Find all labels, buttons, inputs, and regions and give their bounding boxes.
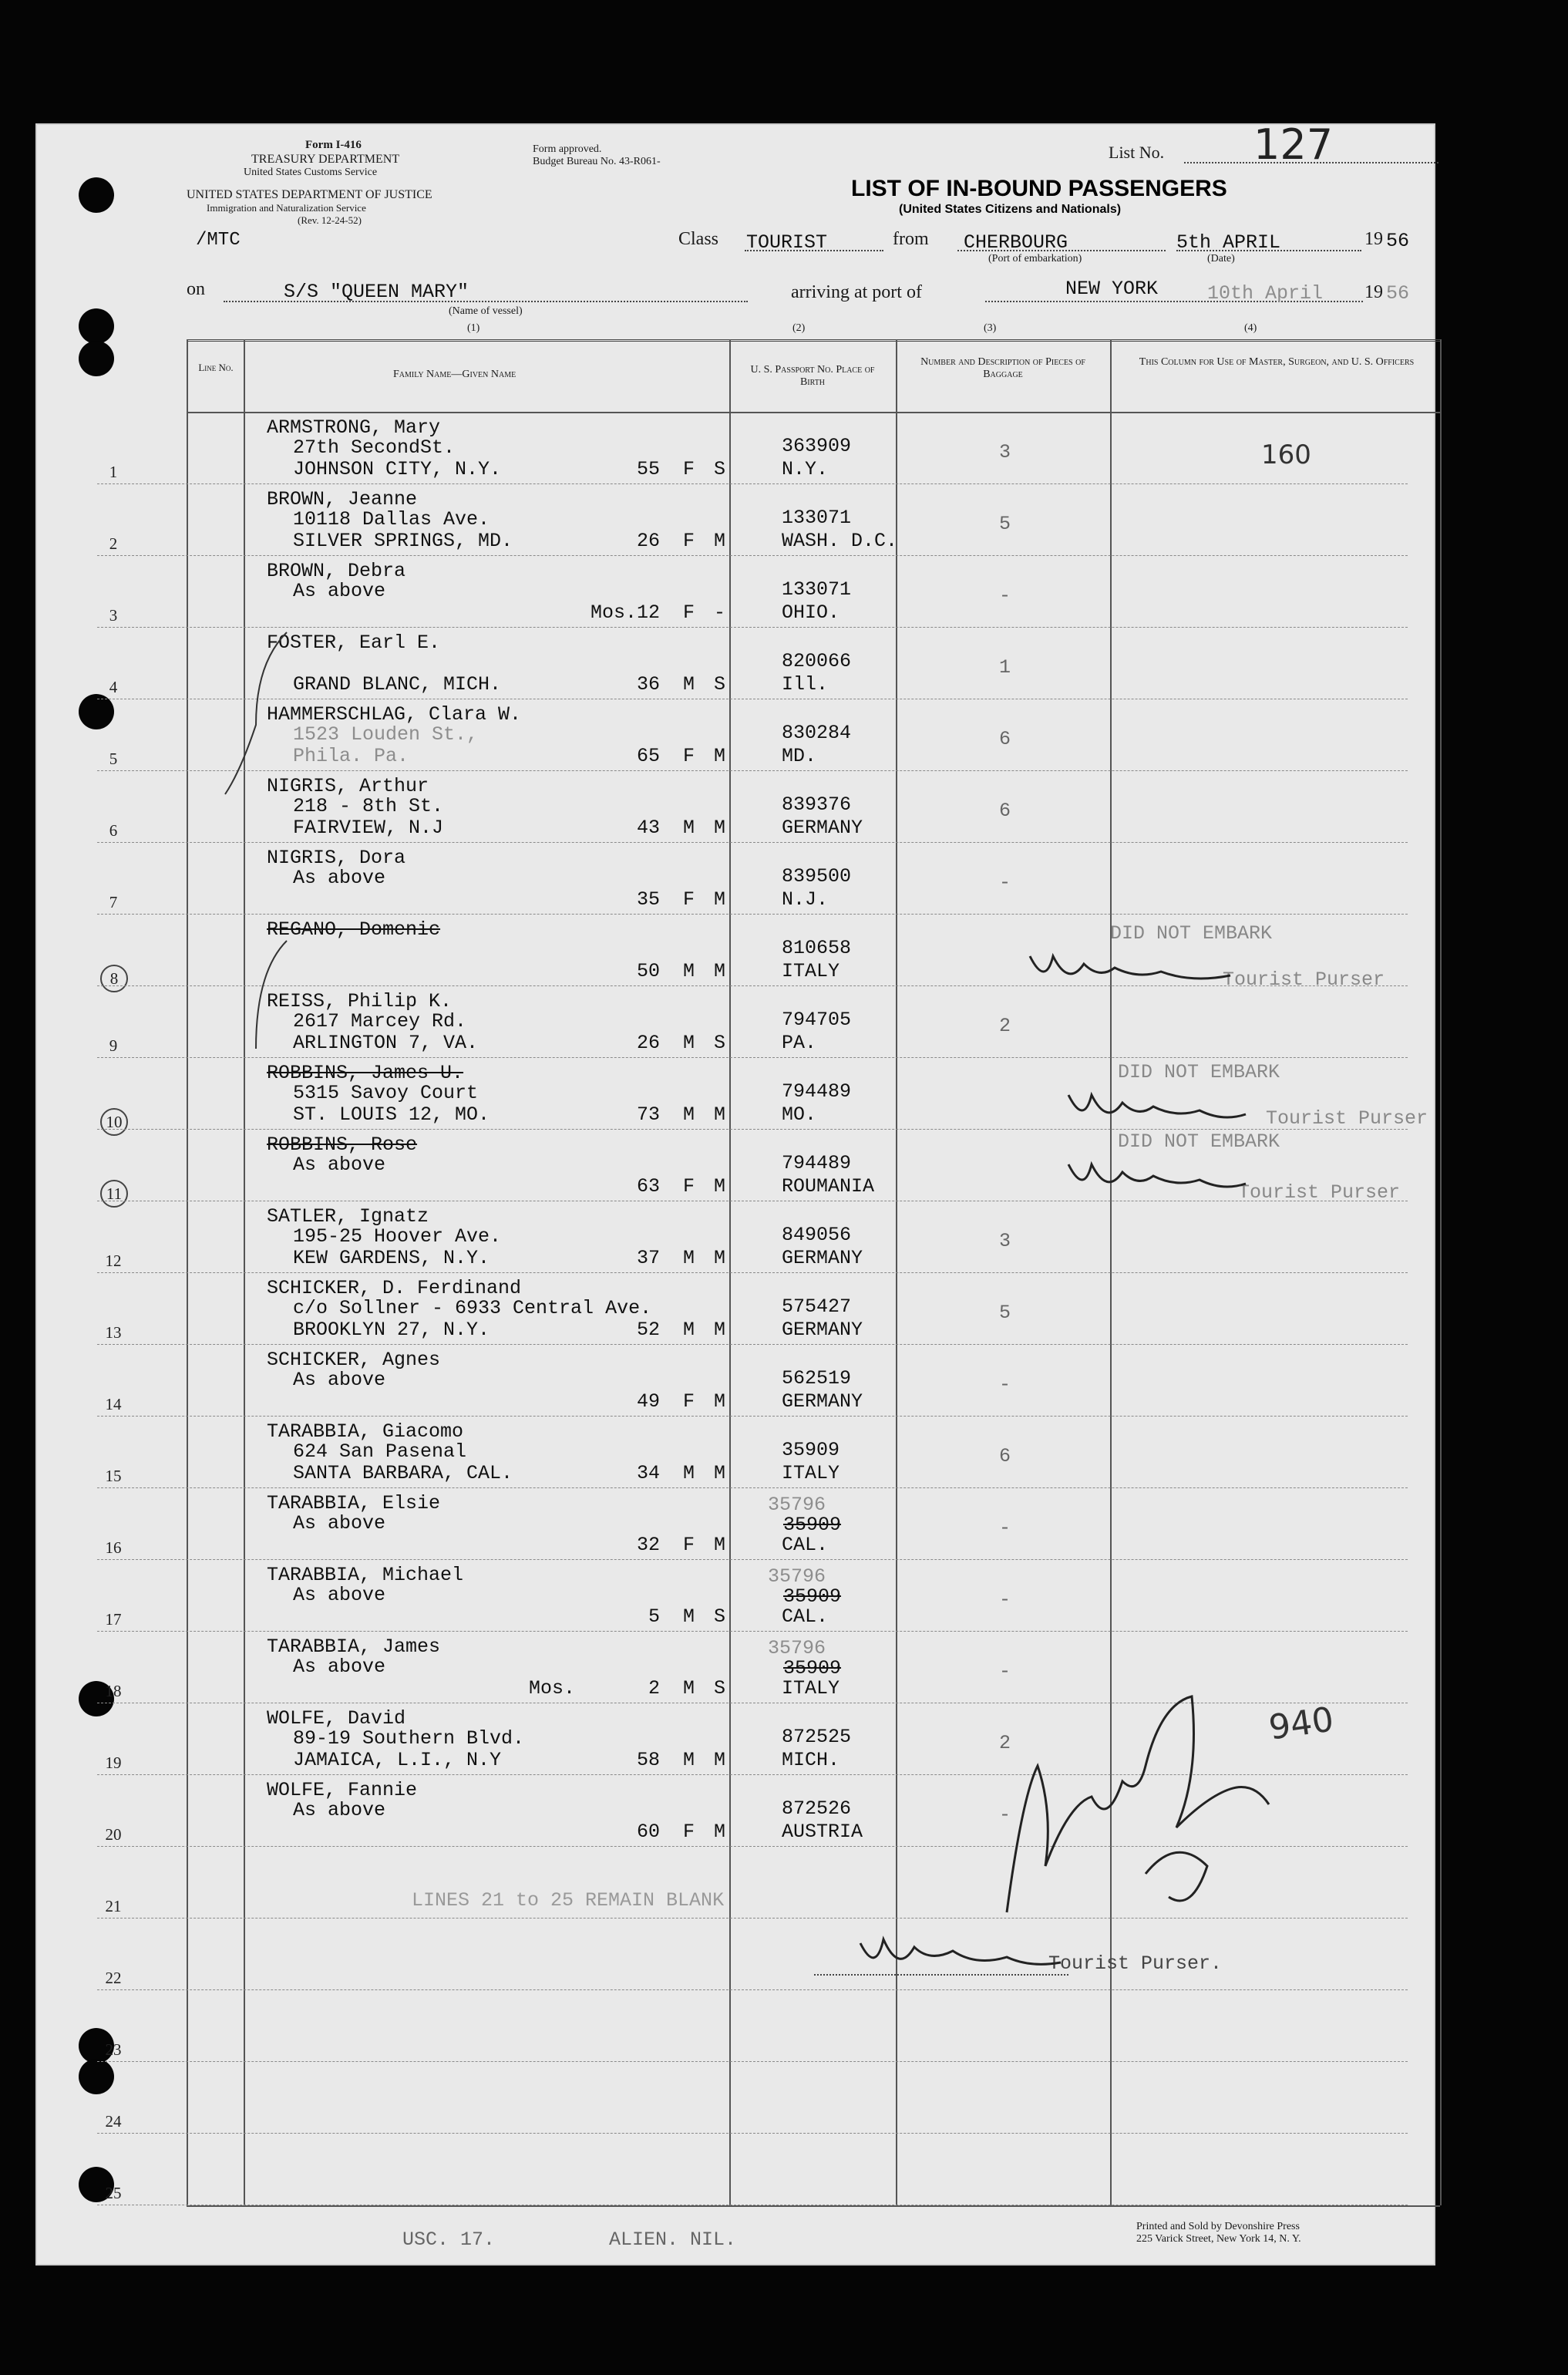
address-line-1: As above (293, 1154, 386, 1176)
age: 49 (636, 1390, 660, 1413)
line-number: 16 (105, 1538, 122, 1557)
passenger-name: ROBBINS, Rose (267, 1134, 418, 1156)
baggage-count: 3 (999, 1230, 1011, 1252)
address-line-1: As above (293, 1799, 386, 1821)
line-number: 1 (109, 463, 118, 481)
age: 26 (636, 530, 660, 552)
manifest-sheet (35, 120, 1435, 2266)
address-line-1: As above (293, 1369, 386, 1391)
address-line-1: As above (293, 1512, 386, 1534)
passenger-name: TARABBIA, Elsie (267, 1492, 441, 1514)
address-line-2: ST. LOUIS 12, MO. (293, 1103, 490, 1126)
age: 43 (636, 817, 660, 839)
sex: M (683, 960, 695, 982)
address-line-2: JAMAICA, L.I., N.Y (293, 1749, 502, 1771)
address-line-1: As above (293, 1656, 386, 1678)
age: Mos.12 (590, 601, 660, 624)
col-num: (1) (467, 322, 480, 334)
passenger-name: TARABBIA, Giacomo (267, 1420, 464, 1443)
marital-status: M (714, 1319, 726, 1341)
col-header-name: Family Name—Given Name (393, 369, 516, 380)
marital-status: S (714, 1605, 726, 1628)
purser-signature-label: Tourist Purser. (1048, 1952, 1223, 1975)
sex: M (683, 1247, 695, 1269)
list-no-value: 127 (1253, 120, 1334, 169)
marital-status: M (714, 530, 726, 552)
address-line-2: ARLINGTON 7, VA. (293, 1032, 479, 1054)
binder-hole (79, 341, 114, 376)
line-number: 10 (100, 1108, 128, 1136)
page-subtitle: (United States Citizens and Nationals) (899, 203, 1122, 216)
passport-correction: 35796 (768, 1565, 826, 1588)
purser-signature (853, 1920, 1068, 1982)
line-number: 15 (105, 1467, 122, 1485)
passenger-name: ROBBINS, James U. (267, 1062, 464, 1084)
passenger-name: REISS, Philip K. (267, 990, 453, 1012)
line-number: 19 (105, 1753, 122, 1772)
baggage-count: 2 (999, 1732, 1011, 1754)
sex: M (683, 817, 695, 839)
address-line-1: c/o Sollner - 6933 Central Ave. (293, 1297, 652, 1319)
place-of-birth: GERMANY (782, 817, 863, 839)
binder-hole (79, 177, 114, 213)
passport-number: 872525 (782, 1726, 852, 1748)
ins-label: Immigration and Naturalization Service (207, 202, 366, 214)
age: 50 (636, 960, 660, 982)
address-line-1: 89-19 Southern Blvd. (293, 1727, 525, 1750)
page-title: LIST OF IN-BOUND PASSENGERS (851, 176, 1227, 201)
address-line-2: BROOKLYN 27, N.Y. (293, 1319, 490, 1341)
form-number: Form I-416 (305, 139, 362, 151)
passenger-name: SCHICKER, D. Ferdinand (267, 1277, 522, 1299)
passenger-name: REGANO, Domenic (267, 918, 441, 941)
purser-stamp: Tourist Purser (1238, 1181, 1401, 1204)
marital-status: M (714, 1103, 726, 1126)
on-label: on (187, 279, 205, 299)
marital-status: M (714, 745, 726, 767)
col-header-passport: U. S. Passport No. Place of Birth (750, 364, 875, 388)
arriving-label: arriving at port of (791, 282, 922, 302)
printer-label: Printed and Sold by Devonshire Press (1136, 2221, 1300, 2232)
line-number: 8 (100, 965, 128, 992)
year-prefix: 19 (1364, 229, 1383, 249)
sex: M (683, 1462, 695, 1484)
col-header-baggage: Number and Description of Pieces of Baggage (920, 356, 1085, 380)
baggage-count: 5 (999, 513, 1011, 535)
passenger-name: HAMMERSCHLAG, Clara W. (267, 703, 522, 726)
passport-number: 575427 (782, 1295, 852, 1318)
age: 37 (636, 1247, 660, 1269)
place-of-birth: GERMANY (782, 1247, 863, 1269)
address-line-2: Phila. Pa. (293, 745, 409, 767)
place-of-birth: ITALY (782, 1677, 840, 1700)
vessel-caption: (Name of vessel) (449, 305, 523, 317)
baggage-count: 1 (999, 656, 1011, 679)
passport-number: 794489 (782, 1152, 852, 1174)
col-num: (4) (1244, 322, 1257, 334)
did-not-embark-stamp: DID NOT EMBARK (1118, 1061, 1280, 1083)
line-number: 9 (109, 1036, 118, 1055)
place-of-birth: N.Y. (782, 458, 829, 480)
address-line-1: As above (293, 867, 386, 889)
passport-correction: 35796 (768, 1637, 826, 1659)
place-of-birth: ROUMANIA (782, 1175, 875, 1198)
age: 55 (636, 458, 660, 480)
marital-status: S (714, 673, 726, 696)
line-number: 25 (105, 2184, 122, 2202)
place-of-birth: GERMANY (782, 1319, 863, 1341)
binder-hole (79, 2059, 114, 2094)
line-number: 18 (105, 1682, 122, 1700)
place-of-birth: PA. (782, 1032, 817, 1054)
line-number: 14 (105, 1395, 122, 1413)
passport-number: 35909 (783, 1657, 842, 1679)
baggage-count: - (999, 1517, 1011, 1539)
age: 32 (636, 1534, 660, 1556)
purser-signature (1061, 1080, 1253, 1134)
marital-status: S (714, 1677, 726, 1700)
passport-number: 839500 (782, 865, 852, 888)
address-line-1: 1523 Louden St., (293, 723, 479, 746)
address-line-2: SILVER SPRINGS, MD. (293, 530, 513, 552)
line-number: 22 (105, 1969, 122, 1987)
passenger-name: NIGRIS, Arthur (267, 775, 429, 797)
passport-number: 849056 (782, 1224, 852, 1246)
age: 26 (636, 1032, 660, 1054)
passport-number: 794489 (782, 1080, 852, 1103)
sex: M (683, 1103, 695, 1126)
budget-bureau: Budget Bureau No. 43-R061- (533, 156, 661, 167)
passport-number: 830284 (782, 722, 852, 744)
address-line-1: As above (293, 1584, 386, 1606)
sex: F (683, 1390, 695, 1413)
passport-number: 35909 (783, 1585, 842, 1608)
address-line-1: 2617 Marcey Rd. (293, 1010, 467, 1033)
place-of-birth: OHIO. (782, 601, 840, 624)
form-approved: Form approved. (533, 143, 602, 155)
marital-status: M (714, 1247, 726, 1269)
passenger-name: BROWN, Debra (267, 560, 406, 582)
line-number: 24 (105, 2112, 122, 2131)
passenger-name: FOSTER, Earl E. (267, 632, 441, 654)
address-line-1: 27th SecondSt. (293, 436, 456, 459)
address-line-1: 624 San Pasenal (293, 1440, 467, 1463)
sex: F (683, 1534, 695, 1556)
baggage-count: 3 (999, 441, 1011, 463)
line-number: 5 (109, 750, 118, 768)
passport-number: 872526 (782, 1797, 852, 1820)
line-number: 4 (109, 678, 118, 696)
sex: M (683, 1605, 695, 1628)
passport-number: 562519 (782, 1367, 852, 1390)
place-of-birth: AUSTRIA (782, 1821, 863, 1843)
age: 5 (648, 1605, 660, 1628)
marital-status: M (714, 1749, 726, 1771)
inspector-signature (961, 1681, 1307, 1928)
passenger-name: BROWN, Jeanne (267, 488, 418, 510)
vessel-name: S/S "QUEEN MARY" (284, 281, 469, 303)
revision-label: (Rev. 12-24-52) (298, 214, 362, 226)
footer-usc: USC. 17. (402, 2228, 496, 2251)
place-of-birth: ITALY (782, 960, 840, 982)
address-line-1: 5315 Savoy Court (293, 1082, 479, 1104)
age: 73 (636, 1103, 660, 1126)
baggage-count: 6 (999, 1445, 1011, 1467)
place-of-birth: CAL. (782, 1605, 829, 1628)
age: 60 (636, 1821, 660, 1843)
col-header-officers: This Column for Use of Master, Surgeon, and U. S. Officers (1139, 356, 1415, 368)
officer-note: 160 (1261, 440, 1311, 470)
treasury-label: TREASURY DEPARTMENT (251, 153, 400, 166)
marital-status: S (714, 458, 726, 480)
marital-status: M (714, 1821, 726, 1843)
passenger-name: SCHICKER, Agnes (267, 1349, 441, 1371)
marital-status: S (714, 1032, 726, 1054)
passport-number: 35909 (782, 1439, 840, 1461)
col-num: (3) (984, 322, 997, 334)
marital-status: M (714, 960, 726, 982)
justice-label: UNITED STATES DEPARTMENT OF JUSTICE (187, 188, 432, 201)
customs-label: United States Customs Service (244, 167, 378, 178)
address-line-2: FAIRVIEW, N.J (293, 817, 444, 839)
place-of-birth: GERMANY (782, 1390, 863, 1413)
line-number: 2 (109, 534, 118, 553)
passport-correction: 35796 (768, 1494, 826, 1516)
passenger-name: WOLFE, David (267, 1707, 406, 1730)
embark-date: 5th APRIL (1176, 231, 1281, 254)
sex: M (683, 1677, 695, 1700)
passport-number: 363909 (782, 435, 852, 457)
margin-bracket (210, 617, 310, 1056)
passenger-name: NIGRIS, Dora (267, 847, 406, 869)
place-of-birth: Ill. (782, 673, 829, 696)
address-line-2: KEW GARDENS, N.Y. (293, 1247, 490, 1269)
address-line-1: As above (293, 580, 386, 602)
age: 58 (636, 1749, 660, 1771)
baggage-count: 2 (999, 1015, 1011, 1037)
place-of-birth: MICH. (782, 1749, 840, 1771)
purser-signature (1022, 941, 1246, 995)
place-of-birth: N.J. (782, 888, 829, 911)
class-label: Class (678, 229, 719, 249)
address-line-2: JOHNSON CITY, N.Y. (293, 458, 502, 480)
baggage-count: 6 (999, 800, 1011, 822)
sex: F (683, 458, 695, 480)
passport-number: 810658 (782, 937, 852, 959)
marital-status: M (714, 817, 726, 839)
age: 2 (648, 1677, 660, 1700)
baggage-count: - (999, 1660, 1011, 1683)
passenger-name: SATLER, Ignatz (267, 1205, 429, 1228)
arrival-year-prefix: 19 (1364, 282, 1383, 302)
baggage-count: - (999, 1804, 1011, 1826)
sex: M (683, 1032, 695, 1054)
list-no-label: List No. (1109, 143, 1165, 162)
marital-status: M (714, 1462, 726, 1484)
sex: M (683, 673, 695, 696)
remain-blank-stamp: LINES 21 to 25 REMAIN BLANK (412, 1889, 725, 1912)
arrival-date: 10th April (1207, 282, 1324, 305)
line-number: 11 (100, 1180, 128, 1208)
marital-status: M (714, 888, 726, 911)
place-of-birth: CAL. (782, 1534, 829, 1556)
sex: F (683, 530, 695, 552)
address-line-1: 10118 Dallas Ave. (293, 508, 490, 531)
from-label: from (893, 229, 929, 249)
year-value: 56 (1386, 230, 1410, 252)
passport-number: 133071 (782, 507, 852, 529)
arrival-year: 56 (1386, 282, 1410, 305)
address-line-1: 218 - 8th St. (293, 795, 444, 817)
sex: M (683, 1319, 695, 1341)
line-number: 7 (109, 893, 118, 911)
age-prefix: Mos. (529, 1677, 576, 1700)
age: 34 (636, 1462, 660, 1484)
embarkation-port: CHERBOURG (964, 231, 1068, 254)
sex: F (683, 745, 695, 767)
line-number: 13 (105, 1323, 122, 1342)
passenger-name: TARABBIA, James (267, 1636, 441, 1658)
line-number: 17 (105, 1610, 122, 1629)
col-header-line: Line No. (198, 362, 234, 373)
passenger-name: WOLFE, Fannie (267, 1779, 418, 1801)
purser-stamp: Tourist Purser (1223, 969, 1385, 991)
did-not-embark-stamp: DID NOT EMBARK (1110, 922, 1273, 945)
place-of-birth: ITALY (782, 1462, 840, 1484)
line-number: 21 (105, 1897, 122, 1915)
address-line-2: SANTA BARBARA, CAL. (293, 1462, 513, 1484)
sex: F (683, 601, 695, 624)
passport-number: 839376 (782, 793, 852, 816)
line-number: 12 (105, 1252, 122, 1270)
place-of-birth: MO. (782, 1103, 817, 1126)
passport-number: 820066 (782, 650, 852, 672)
col-num: (2) (792, 322, 806, 334)
age: 52 (636, 1319, 660, 1341)
sex: F (683, 1175, 695, 1198)
binder-hole (79, 308, 114, 344)
arrival-port: NEW YORK (1065, 278, 1159, 300)
age: 63 (636, 1175, 660, 1198)
baggage-count: 5 (999, 1302, 1011, 1324)
mtc-code: /MTC (196, 230, 241, 251)
address-line-1: 195-25 Hoover Ave. (293, 1225, 502, 1248)
printer-address: 225 Varick Street, New York 14, N. Y. (1136, 2233, 1301, 2245)
passport-number: 35909 (783, 1514, 842, 1536)
passport-number: 133071 (782, 578, 852, 601)
marital-status: M (714, 1534, 726, 1556)
passport-number: 794705 (782, 1009, 852, 1031)
baggage-count: - (999, 584, 1011, 607)
marital-status: - (714, 601, 726, 624)
passenger-name: ARMSTRONG, Mary (267, 416, 441, 439)
footer-alien: ALIEN. NIL. (609, 2228, 737, 2251)
age: 36 (636, 673, 660, 696)
purser-stamp: Tourist Purser (1266, 1107, 1428, 1130)
purser-signature (1061, 1149, 1253, 1203)
line-number: 20 (105, 1825, 122, 1844)
place-of-birth: MD. (782, 745, 817, 767)
sex: F (683, 888, 695, 911)
passenger-name: TARABBIA, Michael (267, 1564, 464, 1586)
line-number: 6 (109, 821, 118, 840)
age: 35 (636, 888, 660, 911)
marital-status: M (714, 1390, 726, 1413)
did-not-embark-stamp: DID NOT EMBARK (1118, 1130, 1280, 1153)
address-line-2: GRAND BLANC, MICH. (293, 673, 502, 696)
place-of-birth: WASH. D.C. (782, 530, 898, 552)
line-number: 23 (105, 2040, 122, 2059)
line-number: 3 (109, 606, 118, 625)
baggage-count: - (999, 871, 1011, 894)
baggage-count: 6 (999, 728, 1011, 750)
sex: M (683, 1749, 695, 1771)
baggage-count: - (999, 1373, 1011, 1396)
embark-caption: (Port of embarkation) (988, 253, 1082, 264)
sex: F (683, 1821, 695, 1843)
date-caption: (Date) (1207, 253, 1235, 264)
age: 65 (636, 745, 660, 767)
marital-status: M (714, 1175, 726, 1198)
class-value: TOURIST (746, 231, 828, 254)
baggage-count: - (999, 1588, 1011, 1611)
handwritten-note: 940 (1266, 1700, 1337, 1748)
